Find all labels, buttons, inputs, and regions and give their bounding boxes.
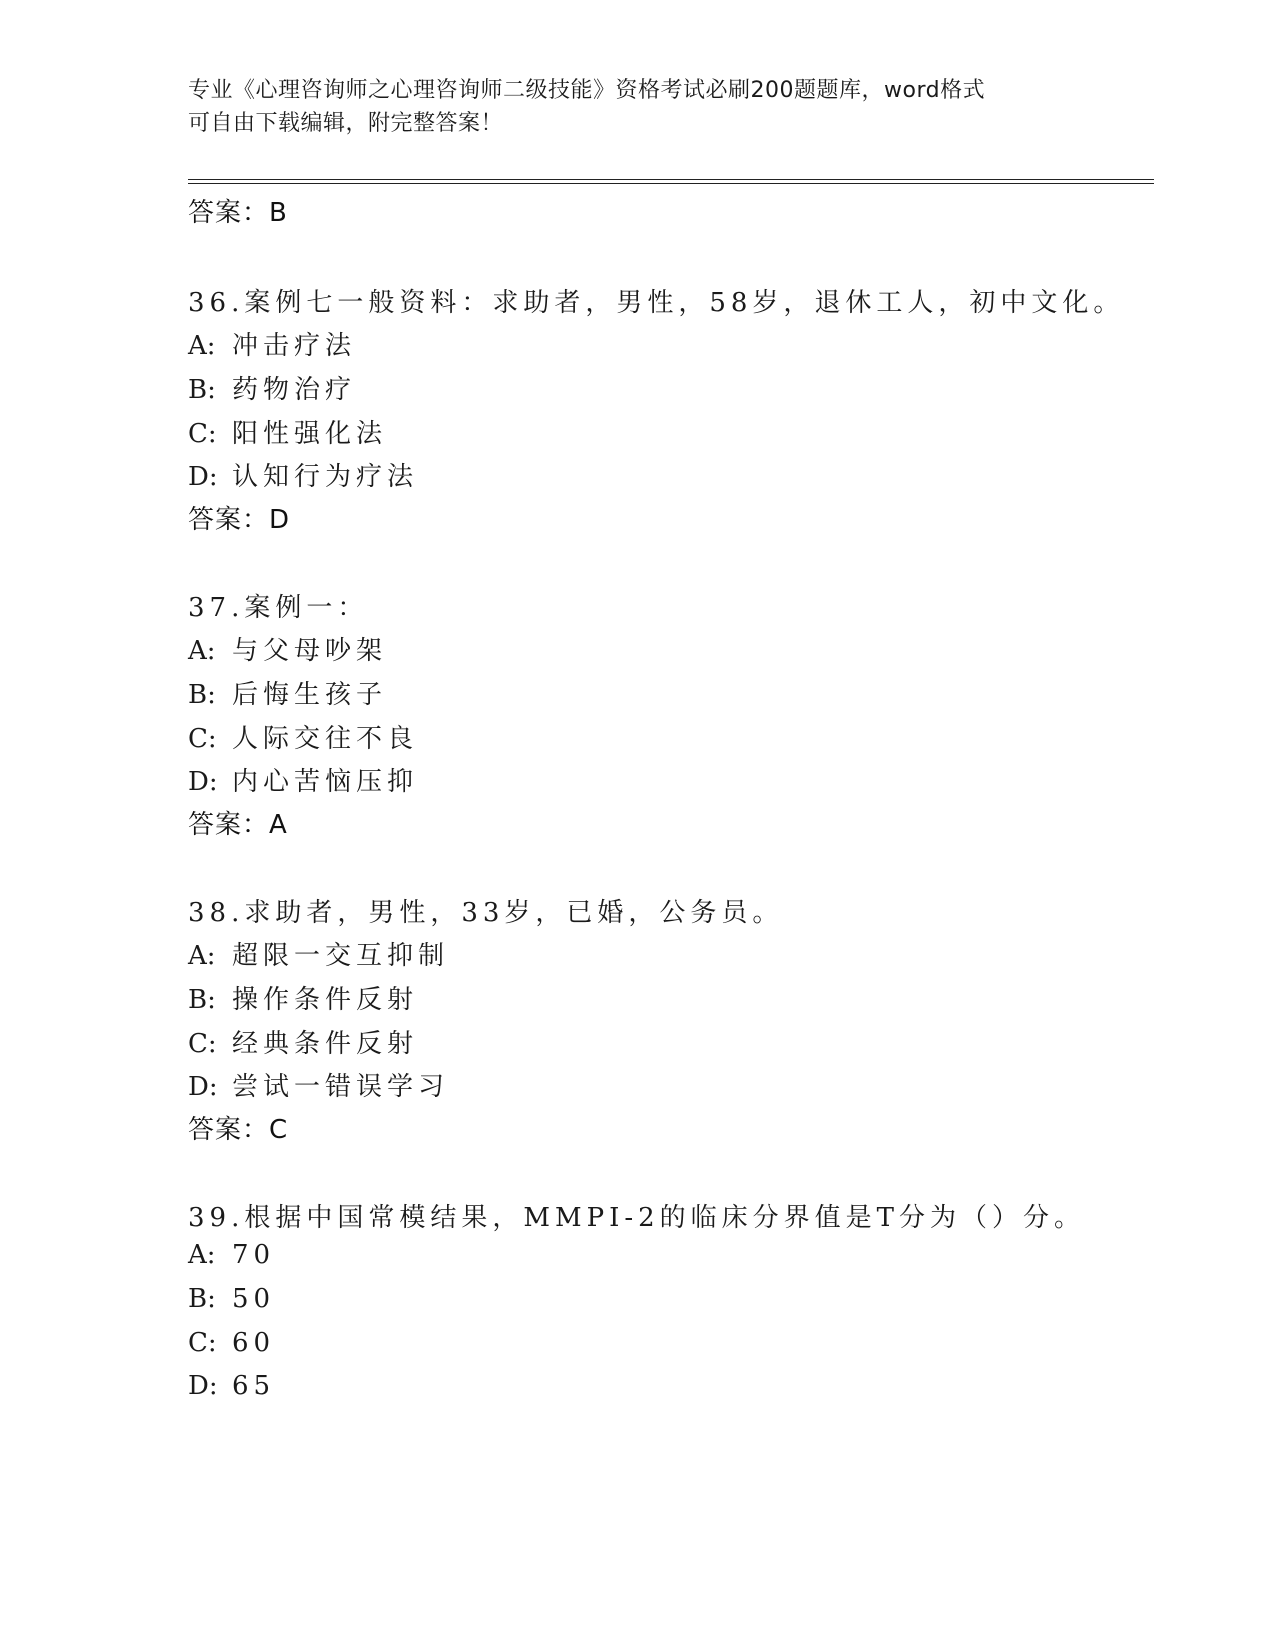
option-text: 65 bbox=[232, 1371, 276, 1401]
option-text: 与父母吵架 bbox=[232, 636, 388, 666]
question-38-option-a bbox=[188, 935, 449, 972]
option-text: 阳性强化法 bbox=[232, 419, 388, 449]
option-text: 60 bbox=[232, 1328, 276, 1358]
option-text: 70 bbox=[232, 1240, 276, 1270]
answer-prev: 答案：B bbox=[188, 198, 288, 228]
question-38-answer: 答案：C bbox=[188, 1115, 289, 1145]
option-text: 超限一交互抑制 bbox=[232, 941, 450, 971]
header-line-2: 可自由下载编辑，附完整答案！ bbox=[188, 111, 504, 136]
option-letter: D: bbox=[188, 462, 218, 492]
option-text: 人际交往不良 bbox=[232, 724, 419, 754]
question-37-option-c bbox=[188, 718, 418, 755]
question-36-option-d bbox=[188, 456, 418, 493]
option-letter: B: bbox=[188, 375, 216, 405]
option-letter: D: bbox=[188, 1072, 218, 1102]
question-36-answer: 答案：D bbox=[188, 505, 291, 535]
option-letter: A: bbox=[188, 1240, 216, 1270]
option-text: 药物治疗 bbox=[232, 375, 357, 405]
question-36-text: 36.案例七一般资料：求助者，男性，58岁，退休工人，初中文化。 bbox=[188, 288, 1125, 318]
question-39-option-b bbox=[188, 1284, 275, 1314]
option-letter: D: bbox=[188, 767, 218, 797]
option-letter: A: bbox=[188, 331, 216, 361]
option-letter: D: bbox=[188, 1371, 218, 1401]
question-37-option-a bbox=[188, 630, 387, 667]
question-39-option-a bbox=[188, 1240, 275, 1270]
option-text: 50 bbox=[232, 1284, 276, 1314]
question-38-option-b bbox=[188, 979, 418, 1016]
question-36-option-a bbox=[188, 325, 356, 362]
question-38-text: 38.求助者，男性，33岁，已婚，公务员。 bbox=[188, 898, 784, 928]
question-38-option-c bbox=[188, 1023, 418, 1060]
question-37-option-d bbox=[188, 761, 418, 798]
option-letter: C: bbox=[188, 724, 217, 754]
option-letter: C: bbox=[188, 419, 217, 449]
option-text: 冲击疗法 bbox=[232, 331, 357, 361]
question-36-option-b bbox=[188, 369, 356, 406]
option-text: 内心苦恼压抑 bbox=[232, 767, 419, 797]
question-37-option-b bbox=[188, 674, 387, 711]
option-text: 尝试一错误学习 bbox=[232, 1072, 450, 1102]
option-letter: B: bbox=[188, 1284, 216, 1314]
question-39-option-c bbox=[188, 1328, 275, 1358]
option-letter: A: bbox=[188, 636, 216, 666]
header-rule-bottom bbox=[188, 183, 1154, 184]
option-text: 认知行为疗法 bbox=[232, 462, 419, 492]
document-header bbox=[188, 74, 1088, 140]
option-text: 后悔生孩子 bbox=[232, 680, 388, 710]
question-36-option-c bbox=[188, 413, 387, 450]
option-letter: B: bbox=[188, 680, 216, 710]
option-text: 操作条件反射 bbox=[232, 985, 419, 1015]
question-38-option-d bbox=[188, 1066, 449, 1103]
option-text: 经典条件反射 bbox=[232, 1029, 419, 1059]
option-letter: B: bbox=[188, 985, 216, 1015]
option-letter: A: bbox=[188, 941, 216, 971]
question-37-answer: 答案：A bbox=[188, 810, 288, 840]
header-rule-top bbox=[188, 179, 1154, 180]
option-letter: C: bbox=[188, 1029, 217, 1059]
question-37-text: 37.案例一： bbox=[188, 593, 369, 623]
question-39-option-d bbox=[188, 1371, 275, 1401]
option-letter: C: bbox=[188, 1328, 217, 1358]
header-line-1: 专业《心理咨询师之心理咨询师二级技能》资格考试必刷200题题库，word格式 bbox=[188, 78, 986, 103]
question-39-text: 39.根据中国常模结果，MMPI-2的临床分界值是T分为（）分。 bbox=[188, 1203, 1086, 1233]
